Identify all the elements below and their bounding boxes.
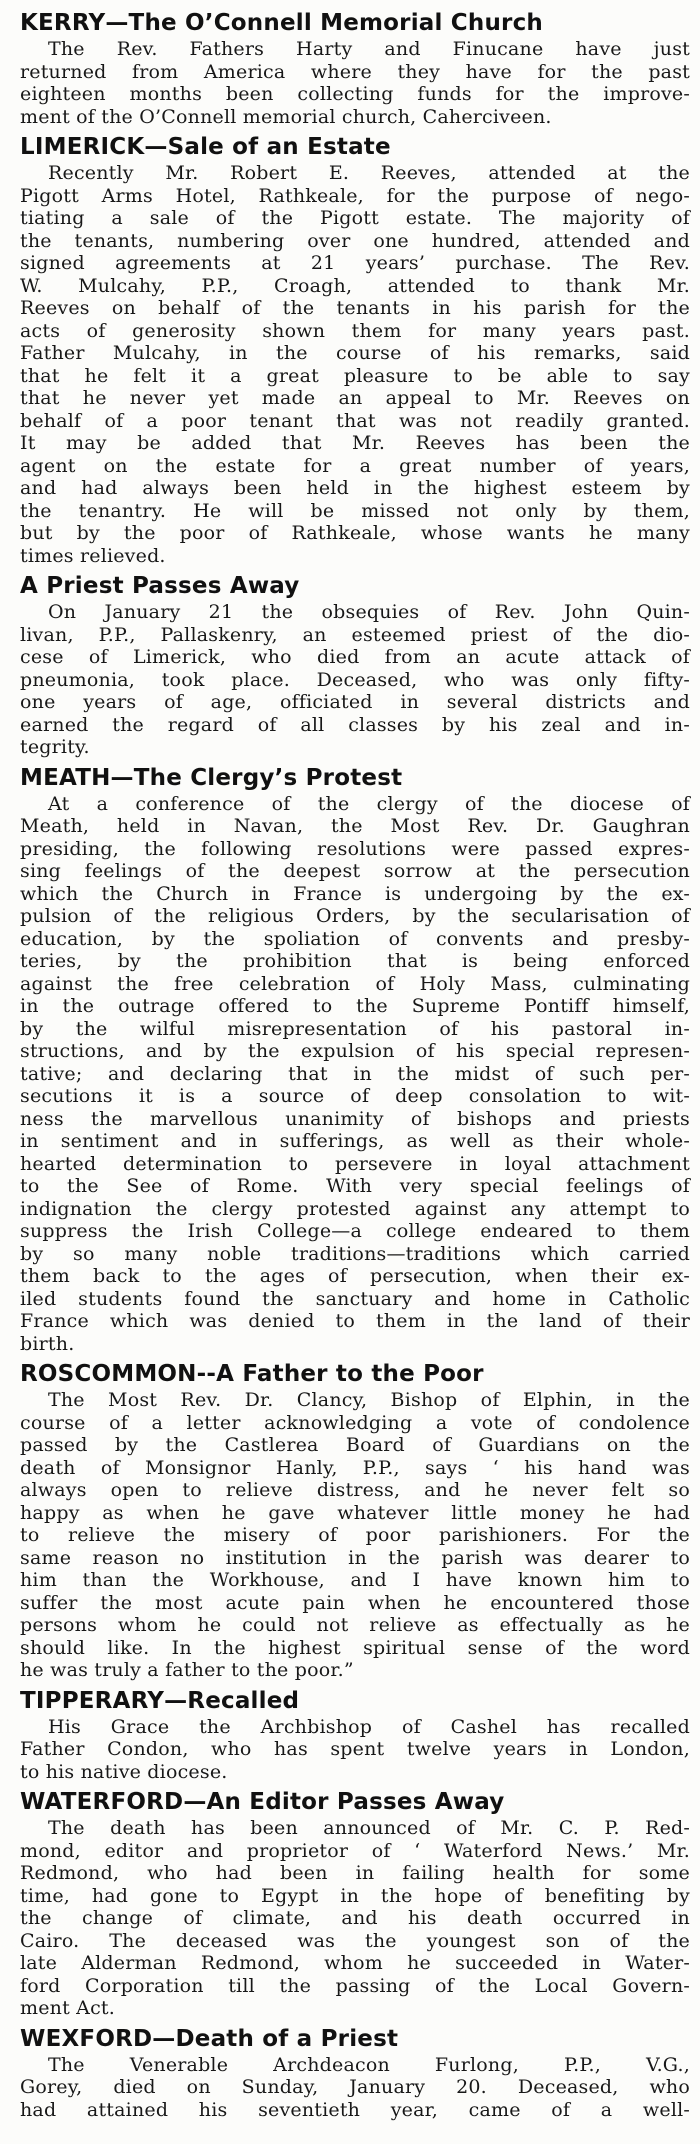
text-line: livan, P.P., Pallaskenry, an esteemed priest of the dio- — [20, 623, 690, 646]
text-line: secutions it is a source of deep consolation to wit- — [20, 1085, 690, 1107]
text-line: signed agreements at 21 years’ purchase. The Rev. — [20, 252, 690, 274]
text-line: At a conference of the clergy of the diocese of — [48, 792, 690, 815]
article-heading: LIMERICK—Sale of an Estate — [20, 134, 391, 160]
text-line: he was truly a father to the poor.” — [20, 1659, 354, 1681]
article-priest-passes-away — [20, 567, 690, 759]
text-line: ness the marvellous unanimity of bishops and priests — [20, 1107, 690, 1130]
article-heading: WATERFORD—An Editor Passes Away — [20, 1789, 505, 1815]
text-line: teries, by the prohibition that is being enforced — [20, 950, 690, 972]
text-line: to his native diocese. — [20, 1760, 228, 1783]
article-wexford — [20, 2020, 690, 2122]
text-line: ment Act. — [20, 1997, 116, 2019]
text-line: time, had gone to Egypt in the hope of benefiting by — [20, 1884, 690, 1907]
text-line: passed by the Castlerea Board of Guardians on the — [20, 1434, 690, 1456]
text-line: returned from America where they have for the past — [20, 60, 690, 83]
text-line: death of Monsignor Hanly, P.P., says ‘ his hand was — [20, 1456, 690, 1479]
text-line: Reeves on behalf of the tenants in his parish for the — [20, 297, 690, 319]
text-line: Father Mulcahy, in the course of his remarks, said — [20, 342, 690, 364]
text-line: ford Corporation till the passing of the Local Govern- — [20, 1974, 690, 1997]
text-line: that he never yet made an appeal to Mr. Reeves on — [20, 387, 690, 409]
text-line: The Most Rev. Dr. Clancy, Bishop of Elphin, in the — [48, 1389, 690, 1411]
text-line: education, by the spoliation of convents and presby- — [20, 927, 690, 950]
article-heading: TIPPERARY—Recalled — [20, 1687, 300, 1714]
article-tipperary — [20, 1682, 690, 1784]
text-line: tiating a sale of the Pigott estate. The majority of — [20, 207, 690, 229]
article-heading: A Priest Passes Away — [20, 573, 300, 599]
text-line: which the Church in France is undergoing by the ex- — [20, 882, 690, 905]
text-line: times relieved. — [20, 544, 166, 567]
text-line: pneumonia, took place. Deceased, who was only fifty- — [20, 668, 690, 691]
article-heading: WEXFORD—Death of a Priest — [20, 2025, 399, 2052]
text-line: sing feelings of the deepest sorrow at the persecution — [20, 860, 690, 882]
text-line: Meath, held in Navan, the Most Rev. Dr. Gaughran — [20, 815, 690, 837]
text-line: structions, and by the expulsion of his special represen- — [20, 1040, 690, 1062]
text-line: by the wilful misrepresentation of his pastoral in- — [20, 1017, 690, 1040]
text-line: hearted determination to persevere in loyal attachment — [20, 1152, 690, 1175]
text-line: the change of climate, and his death occurred in — [20, 1907, 690, 1929]
text-line: in sentiment and in sufferings, as well as their whole- — [20, 1130, 690, 1152]
article-heading: ROSCOMMON--A Father to the Poor — [20, 1361, 484, 1387]
text-line: acts of generosity shown them for many years past. — [20, 319, 690, 342]
text-line: Cairo. The deceased was the youngest son of the — [20, 1929, 690, 1952]
text-line: persons whom he could not relieve as effectually as he — [20, 1614, 690, 1636]
text-line: to the See of Rome. With very special feelings of — [20, 1175, 690, 1197]
text-line: earned the regard of all classes by his zeal and in- — [20, 713, 690, 736]
text-line: to relieve the misery of poor parishioners. For the — [20, 1524, 690, 1546]
text-line: Father Condon, who has spent twelve years in London, — [20, 1738, 690, 1760]
text-line: happy as when he gave whatever little money he had — [20, 1501, 690, 1524]
text-line: had attained his seventieth year, came of a well- — [20, 2098, 690, 2121]
text-line: pulsion of the religious Orders, by the secularisation of — [20, 905, 690, 927]
text-line: suffer the most acute pain when he encountered those — [20, 1591, 690, 1614]
text-line: the tenants, numbering over one hundred, attended and — [20, 229, 690, 252]
text-line: The Rev. Fathers Harty and Finucane have just — [48, 38, 690, 60]
text-line: one years of age, officiated in several districts and — [20, 691, 690, 713]
text-line: tative; and declaring that in the midst of such per- — [20, 1062, 690, 1085]
text-line: should like. In the highest spiritual sense of the word — [20, 1636, 690, 1659]
text-line: W. Mulcahy, P.P., Croagh, attended to thank Mr. — [20, 274, 690, 297]
text-line: On January 21 the obsequies of Rev. John Quin- — [48, 601, 690, 623]
article-limerick-sale — [20, 128, 690, 567]
text-line: It may be added that Mr. Reeves has been the — [20, 432, 690, 454]
text-line: same reason no institution in the parish was dearer to — [20, 1546, 690, 1569]
text-line: behalf of a poor tenant that was not readily granted. — [20, 409, 690, 432]
text-line: Recently Mr. Robert E. Reeves, attended at the — [48, 162, 690, 184]
article-heading: KERRY—The O’Connell Memorial Church — [20, 10, 543, 36]
text-line: The death has been announced of Mr. C. P. Red- — [48, 1817, 690, 1839]
text-line: The Venerable Archdeacon Furlong, P.P., V.G., — [48, 2053, 690, 2076]
text-line: the tenantry. He will be missed not only by them, — [20, 499, 690, 522]
text-line: suppress the Irish College—a college endeared to them — [20, 1220, 690, 1242]
text-line: France which was denied to them in the land of their — [20, 1310, 690, 1332]
text-line: ment of the O’Connell memorial church, Caherciveen. — [20, 105, 552, 128]
text-line: agent on the estate for a great number of years, — [20, 454, 690, 477]
text-line: Pigott Arms Hotel, Rathkeale, for the purpose of nego- — [20, 184, 690, 207]
text-line: against the free celebration of Holy Mass, culminating — [20, 972, 690, 995]
text-line: iled students found the sanctuary and home in Catholic — [20, 1287, 690, 1310]
text-line: always open to relieve distress, and he never felt so — [20, 1479, 690, 1501]
text-line: mond, editor and proprietor of ‘ Waterford News.’ Mr. — [20, 1839, 690, 1862]
text-line: that he felt it a great pleasure to be able to say — [20, 364, 690, 387]
text-line: Redmond, who had been in failing health for some — [20, 1862, 690, 1884]
text-line: His Grace the Archbishop of Cashel has recalled — [48, 1715, 690, 1738]
article-roscommon — [20, 1355, 690, 1682]
text-line: and had always been held in the highest esteem by — [20, 477, 690, 499]
article-meath — [20, 759, 690, 1356]
text-line: presiding, the following resolutions were passed expres- — [20, 837, 690, 860]
text-line: indignation the clergy protested against any attempt to — [20, 1197, 690, 1220]
text-line: birth. — [20, 1332, 75, 1355]
text-line: but by the poor of Rathkeale, whose wants he many — [20, 522, 690, 544]
text-line: Gorey, died on Sunday, January 20. Deceased, who — [20, 2076, 690, 2098]
text-line: late Alderman Redmond, whom he succeeded in Water- — [20, 1952, 690, 1974]
article-kerry — [20, 4, 690, 128]
text-line: by so many noble traditions—traditions which carried — [20, 1242, 690, 1265]
text-line: them back to the ages of persecution, when their ex- — [20, 1265, 690, 1287]
article-waterford — [20, 1783, 690, 2020]
article-heading: MEATH—The Clergy’s Protest — [20, 764, 403, 791]
text-line: cese of Limerick, who died from an acute attack of — [20, 646, 690, 668]
text-line: tegrity. — [20, 736, 90, 758]
text-line: him than the Workhouse, and I have known him to — [20, 1569, 690, 1591]
text-line: course of a letter acknowledging a vote of condolence — [20, 1411, 690, 1434]
text-line: eighteen months been collecting funds for the improve- — [20, 83, 690, 105]
text-line: in the outrage offered to the Supreme Pontiff himself, — [20, 995, 690, 1017]
